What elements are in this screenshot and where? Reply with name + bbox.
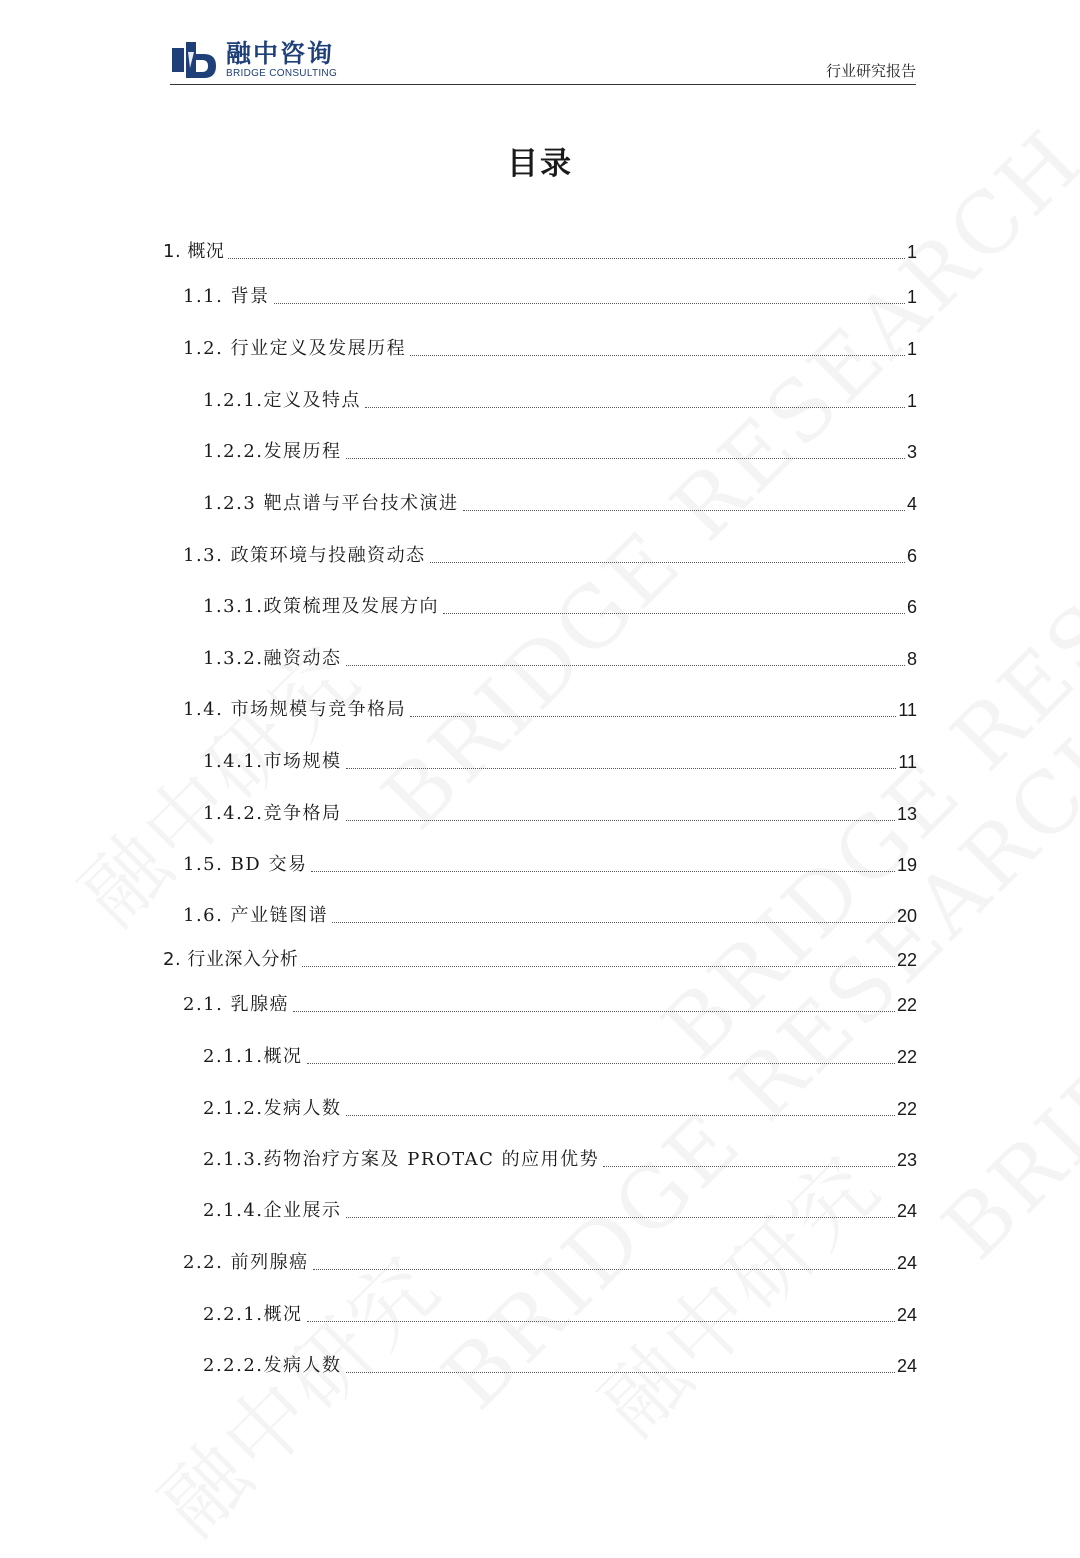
logo-english-name: BRIDGE CONSULTING <box>226 68 338 79</box>
toc-page-number: 8 <box>906 649 917 669</box>
toc-entry[interactable] <box>183 338 917 360</box>
watermark <box>569 1123 903 1457</box>
toc-leader-dots <box>302 966 895 967</box>
toc-entry-label: 1.4.2.竞争格局 <box>203 803 342 824</box>
toc-leader-dots <box>463 510 905 511</box>
toc-leader-dots <box>313 1269 895 1270</box>
toc-leader-dots <box>346 1372 895 1373</box>
toc-page-number: 24 <box>896 1253 917 1273</box>
toc-page-number: 24 <box>896 1305 917 1325</box>
toc-page-number: 24 <box>896 1356 917 1376</box>
toc-entry-label: 2.1.1.概况 <box>203 1046 303 1067</box>
toc-entry[interactable] <box>203 648 917 670</box>
toc-entry[interactable] <box>203 441 917 463</box>
toc-entry[interactable] <box>183 854 917 876</box>
page-title: 目录 <box>507 146 573 182</box>
toc-leader-dots <box>228 258 905 259</box>
toc-leader-dots <box>346 1217 895 1218</box>
toc-page-number: 22 <box>896 950 917 970</box>
toc-page-number: 6 <box>906 546 917 566</box>
toc-entry-label: 1.2. 行业定义及发展历程 <box>183 338 407 359</box>
toc-page-number: 11 <box>898 752 917 772</box>
toc-entry-label: 1.4.1.市场规模 <box>203 751 342 772</box>
toc-entry-label: 2.2. 前列腺癌 <box>183 1252 309 1273</box>
toc-page-number: 22 <box>896 1099 917 1119</box>
toc-page-number: 1 <box>906 287 917 307</box>
toc-entry[interactable] <box>203 803 917 825</box>
toc-entry[interactable] <box>163 949 917 971</box>
toc-entry-label: 2. 行业深入分析 <box>163 949 299 970</box>
toc-leader-dots <box>307 1063 895 1064</box>
toc-entry[interactable] <box>183 286 917 308</box>
toc-entry-label: 1.3. 政策环境与投融资动态 <box>183 545 426 566</box>
toc-page-number: 22 <box>896 995 917 1015</box>
toc-entry[interactable] <box>203 1304 917 1326</box>
toc-entry-label: 2.1.3.药物治疗方案及 PROTAC 的应用优势 <box>203 1149 600 1170</box>
toc-leader-dots <box>365 407 905 408</box>
toc-entry-label: 1.3.1.政策梳理及发展方向 <box>203 596 440 617</box>
toc-leader-dots <box>346 820 895 821</box>
toc-entry-label: 2.1.4.企业展示 <box>203 1200 342 1221</box>
toc-leader-dots <box>293 1011 895 1012</box>
toc-leader-dots <box>346 768 897 769</box>
toc-entry[interactable] <box>203 1149 917 1171</box>
toc-page-number: 3 <box>906 442 917 462</box>
toc-entry-label: 1.6. 产业链图谱 <box>183 905 329 926</box>
bridge-logo-icon <box>170 40 218 80</box>
toc-page-number: 6 <box>906 597 917 617</box>
toc-entry[interactable] <box>183 699 917 721</box>
toc-entry-label: 1.5. BD 交易 <box>183 854 308 875</box>
toc-leader-dots <box>346 458 905 459</box>
toc-entry-label: 1.3.2.融资动态 <box>203 648 342 669</box>
toc-page-number: 4 <box>906 494 917 514</box>
toc-entry-label: 1.2.1.定义及特点 <box>203 390 362 411</box>
toc-page-number: 11 <box>898 700 917 720</box>
toc-page-number: 23 <box>896 1150 917 1170</box>
toc-entry[interactable] <box>203 596 917 618</box>
toc-entry[interactable] <box>183 994 917 1016</box>
toc-entry-label: 1.4. 市场规模与竞争格局 <box>183 699 407 720</box>
toc-page-number: 19 <box>896 855 917 875</box>
toc-entry[interactable] <box>203 751 917 773</box>
toc-entry-label: 1.2.3 靶点谱与平台技术演进 <box>203 493 459 514</box>
toc-entry[interactable] <box>203 1098 917 1120</box>
page-header <box>170 38 916 85</box>
toc-page-number: 13 <box>896 804 917 824</box>
toc-entry[interactable] <box>203 1355 917 1377</box>
toc-leader-dots <box>410 716 896 717</box>
toc-page-number: 20 <box>896 906 917 926</box>
watermark <box>924 540 1080 1278</box>
toc-leader-dots <box>307 1321 895 1322</box>
toc-leader-dots <box>346 1115 895 1116</box>
toc-entry-label: 2.2.2.发病人数 <box>203 1355 342 1376</box>
toc-entry-label: 1.2.2.发展历程 <box>203 441 342 462</box>
toc-leader-dots <box>603 1166 895 1167</box>
toc-leader-dots <box>346 665 905 666</box>
toc-entry-label: 1.1. 背景 <box>183 286 270 307</box>
toc-entry[interactable] <box>203 1046 917 1068</box>
toc-page-number: 1 <box>906 242 917 262</box>
toc-page-number: 1 <box>906 391 917 411</box>
toc-entry-label: 2.1. 乳腺癌 <box>183 994 290 1015</box>
toc-entry-label: 2.1.2.发病人数 <box>203 1098 342 1119</box>
toc-entry[interactable] <box>203 390 917 412</box>
toc-leader-dots <box>332 922 895 923</box>
toc-leader-dots <box>274 303 905 304</box>
toc-entry[interactable] <box>203 493 917 515</box>
toc-entry[interactable] <box>183 1252 917 1274</box>
toc-entry[interactable] <box>163 241 917 263</box>
report-type-label: 行业研究报告 <box>825 62 916 80</box>
toc-entry[interactable] <box>203 1200 917 1222</box>
toc-entry[interactable] <box>183 905 917 927</box>
logo-chinese-name: 融中咨询 <box>226 39 335 68</box>
toc-leader-dots <box>410 355 905 356</box>
toc-page-number: 1 <box>906 339 917 359</box>
toc-entry[interactable] <box>183 545 917 567</box>
toc-leader-dots <box>443 613 905 614</box>
toc-page-number: 24 <box>896 1201 917 1221</box>
toc-leader-dots <box>311 871 895 872</box>
company-logo <box>170 38 337 82</box>
toc-entry-label: 2.2.1.概况 <box>203 1304 303 1325</box>
toc-entry-label: 1. 概况 <box>163 241 225 262</box>
toc-leader-dots <box>430 562 905 563</box>
toc-page-number: 22 <box>896 1047 917 1067</box>
watermark <box>364 110 1080 848</box>
